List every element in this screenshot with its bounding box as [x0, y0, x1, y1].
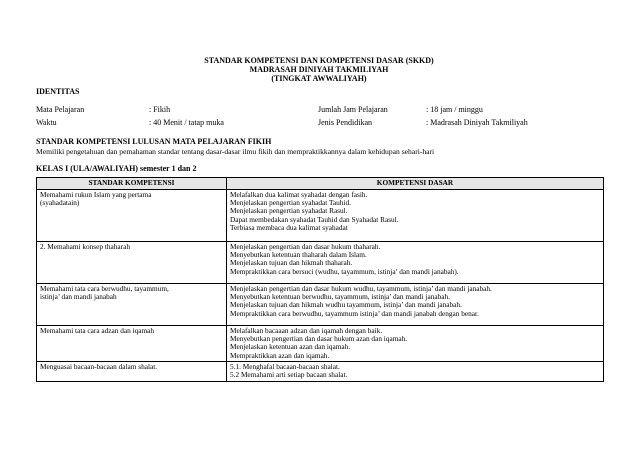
sk-line: istinja’ dan mandi janabah [40, 292, 117, 302]
competency-table [36, 177, 604, 382]
doc-title-line3: (TINGKAT AWWALIYAH) [271, 74, 367, 83]
kd-line: 5.2 Memahami arti setiap bacaan shalat. [230, 370, 348, 380]
table-row [37, 326, 604, 362]
kd-line: Mempraktikkan cara bersuci (wudhu, tayammum, istinja’ dan mandi janabah). [230, 266, 459, 276]
sk-line: (syahadatain) [40, 198, 80, 208]
kd-line: Menjelaskan ketentuan azan dan iqamah. [230, 342, 351, 352]
sk-line: Memahami rukun Islam yang pertama [40, 190, 152, 199]
kd-line: Menyebutkan ketentuan berwudhu, tayammum, istinja’ dan mandi janabah. [230, 292, 450, 302]
kd-line: Mempraktikkan cara berwudhu, tayammum istinja’ dan mandi janabah dengan benar. [230, 308, 479, 318]
jenis-value: : Madrasah Diniyah Takmiliyah [426, 118, 528, 127]
kd-line: Menjelaskan tujuan dan hikmah wudhu tayammum, istinja’ dan mandi janabah. [230, 300, 462, 310]
sk-cell [37, 284, 227, 326]
kd-line: 5.1. Menghafal bacaan-bacaan shalat. [230, 362, 340, 371]
kd-line: Menjelaskan pengertian dan dasar hukum thaharah. [230, 242, 381, 251]
kd-line: Dapat membedakan syahadat Tauhid dan Syahadat Rasul. [230, 214, 399, 224]
sk-line: Menguasai bacaan-bacaan dalam shalat. [40, 362, 158, 371]
kd-line: Menyebutkan pengertian dan dasar hukum azan dan iqamah. [230, 334, 408, 344]
skl-heading: STANDAR KOMPETENSI LULUSAN MATA PELAJARAN FIKIH [36, 137, 272, 146]
sk-line: Memahami tata cara adzan dan iqamah [40, 326, 155, 335]
sk-cell [37, 362, 227, 382]
kd-line: Menjelaskan tujuan dan hikmah thaharah. [230, 258, 353, 268]
table-header-row [37, 178, 604, 190]
header-standar-kompetensi: STANDAR KOMPETENSI [37, 178, 227, 190]
jenis-label: Jenis Pendidikan [318, 118, 372, 127]
sk-line: 2. Memahami konsep thaharah [40, 242, 130, 251]
kd-line: Terbiasa membaca dua kalimat syahadat [230, 222, 348, 232]
kd-line: Menjelaskan pengertian dan dasar hukum wudhu, tayammum, istinja’ dan mandi janabah. [230, 284, 492, 293]
doc-title-line1: STANDAR KOMPETENSI DAN KOMPETENSI DASAR (SKKD) [204, 56, 434, 65]
sk-cell [37, 190, 227, 242]
kd-cell [227, 362, 604, 382]
waktu-label: Waktu [36, 118, 57, 127]
sk-cell [37, 326, 227, 362]
waktu-value: : 40 Menit / tatap muka [149, 118, 224, 127]
kelas-heading: KELAS I (ULA/AWALIYAH) semester 1 dan 2 [36, 164, 197, 173]
kd-cell [227, 242, 604, 284]
table-row [37, 190, 604, 242]
doc-title-line2: MADRASAH DINIYAH TAKMILIYAH [249, 65, 389, 74]
identitas-heading: IDENTITAS [36, 87, 80, 96]
sk-cell [37, 242, 227, 284]
kd-cell [227, 190, 604, 242]
jam-value: : 18 jam / minggu [426, 105, 483, 114]
kd-line: Melafalkan dua kalimat syahadat dengan fasih. [230, 190, 368, 199]
mapel-value: : Fikih [149, 105, 171, 114]
jam-label: Jumlah Jam Pelajaran [318, 105, 388, 114]
mapel-label: Mata Pelajaran [36, 105, 85, 114]
table-row [37, 242, 604, 284]
header-kompetensi-dasar: KOMPETENSI DASAR [227, 178, 604, 190]
kd-line: Melafalkan bacaaan adzan dan iqamah dengan baik. [230, 326, 383, 335]
table-row [37, 362, 604, 382]
kd-cell [227, 326, 604, 362]
table-row [37, 284, 604, 326]
skl-text: Memiliki pengetahuan dan pemahaman standar tentang dasar-dasar ilmu fikih dan mempraktikkannya dalam kehidupan sehari-hari [36, 147, 435, 156]
kd-cell [227, 284, 604, 326]
kd-line: Menjelaskan pengertian syahadat Rasul. [230, 206, 348, 216]
kd-line: Menyebutkan ketentuan thaharah dalam Islam. [230, 250, 367, 260]
kd-line: Menjelaskan pengertian syahadat Tauhid. [230, 198, 351, 208]
sk-line: Memahami tata cara berwudhu, tayammum, [40, 284, 169, 293]
kd-line: Mempraktikkan azan dan iqamah. [230, 350, 330, 360]
